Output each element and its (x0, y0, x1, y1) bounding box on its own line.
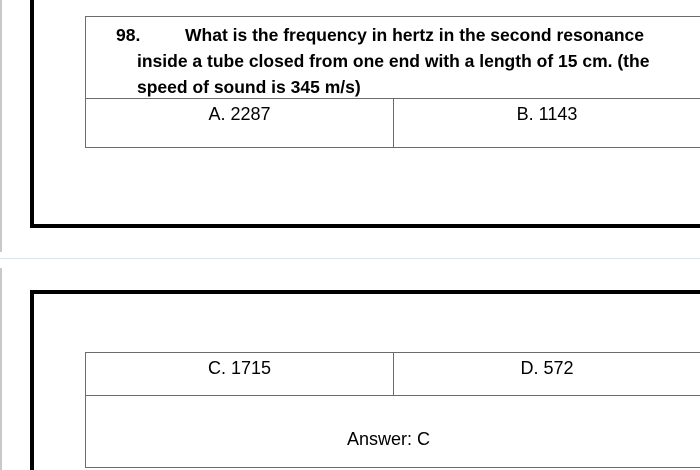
option-c[interactable]: C. 1715 (207, 358, 272, 378)
answer-row (86, 396, 700, 468)
question-table (85, 16, 700, 148)
option-d[interactable]: D. 572 (393, 353, 700, 395)
question-number: 98. (116, 25, 141, 45)
option-b[interactable]: B. 1143 (393, 99, 700, 147)
options-table (85, 352, 700, 468)
options-row-ab (86, 99, 700, 148)
question-text: What is the frequency in hertz in the second resonance inside a tube closed from one end with a length of 15 cm. (the speed of sound is 345 m/s) (137, 25, 650, 97)
options-row-cd (86, 353, 700, 396)
question-stem-row (86, 17, 700, 99)
answer-text: Answer: C (347, 429, 431, 449)
page-separator (0, 258, 700, 259)
question-stem (86, 17, 700, 98)
option-a[interactable]: A. 2287 (208, 104, 271, 124)
page-edge (0, 268, 2, 470)
page-edge (0, 0, 2, 252)
